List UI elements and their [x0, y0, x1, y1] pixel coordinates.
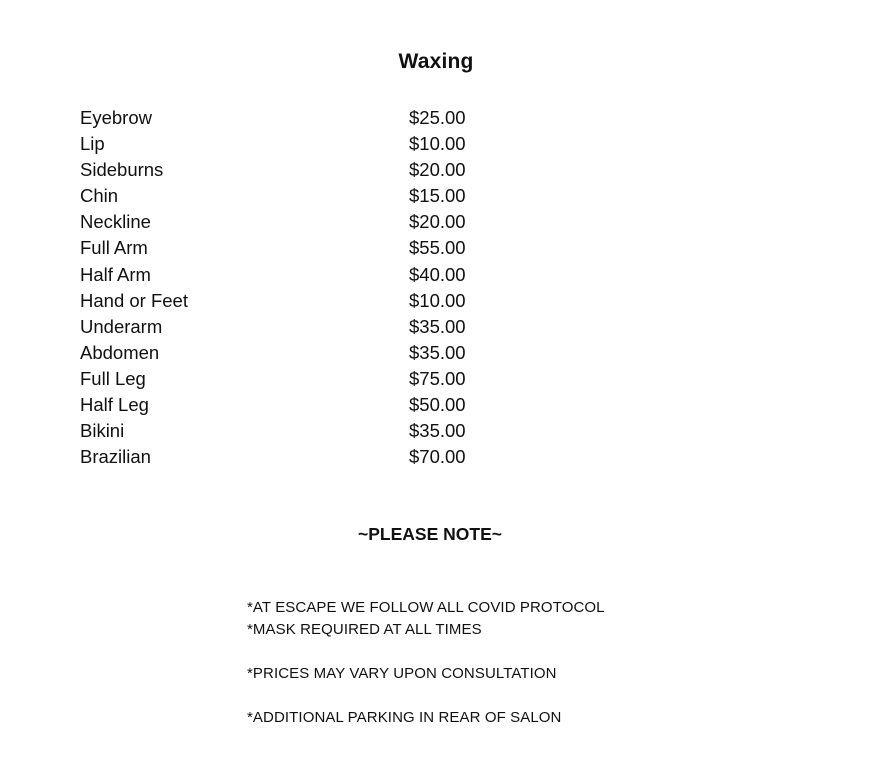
service-row	[80, 340, 500, 366]
service-name: Brazilian	[80, 446, 151, 468]
service-row	[80, 183, 500, 209]
service-name: Half Arm	[80, 263, 151, 285]
service-name: Neckline	[80, 211, 151, 233]
service-price: $10.00	[409, 289, 466, 311]
service-name: Abdomen	[80, 341, 160, 363]
service-row	[80, 366, 500, 392]
service-price: $70.00	[409, 446, 466, 468]
service-row	[80, 262, 500, 288]
service-name: Eyebrow	[80, 107, 152, 128]
service-name: Underarm	[80, 315, 163, 337]
service-price: $35.00	[409, 315, 466, 337]
service-price: $20.00	[409, 159, 466, 181]
service-price: $15.00	[409, 185, 466, 207]
service-name: Lip	[80, 133, 105, 155]
service-name: Chin	[80, 185, 119, 207]
note-prices-vary: *PRICES MAY VARY UPON CONSULTATION	[247, 665, 557, 682]
service-name: Sideburns	[80, 159, 164, 181]
service-row	[80, 444, 500, 470]
service-row	[80, 131, 500, 157]
service-price: $40.00	[409, 263, 466, 285]
service-name: Bikini	[80, 420, 125, 442]
page-title: Waxing	[398, 50, 474, 73]
service-row	[80, 105, 500, 131]
service-row	[80, 314, 500, 340]
note-covid-protocol: *AT ESCAPE WE FOLLOW ALL COVID PROTOCOL	[247, 599, 605, 616]
service-name: Full Leg	[80, 367, 146, 389]
note-mask-required: *MASK REQUIRED AT ALL TIMES	[247, 621, 482, 638]
service-name: Half Leg	[80, 394, 149, 416]
note-parking: *ADDITIONAL PARKING IN REAR OF SALON	[247, 709, 562, 726]
service-name: Full Arm	[80, 237, 148, 259]
service-row	[80, 157, 500, 183]
service-price: $50.00	[409, 394, 466, 416]
service-price-list	[80, 105, 500, 470]
service-price: $75.00	[409, 367, 466, 389]
service-row	[80, 288, 500, 314]
service-row	[80, 392, 500, 418]
service-row	[80, 418, 500, 444]
please-note-heading: ~PLEASE NOTE~	[358, 524, 502, 544]
service-row	[80, 209, 500, 235]
service-price: $25.00	[409, 107, 466, 128]
service-price: $35.00	[409, 420, 466, 442]
service-price: $35.00	[409, 341, 466, 363]
service-price: $10.00	[409, 133, 466, 155]
service-row	[80, 235, 500, 261]
service-price: $20.00	[409, 211, 466, 233]
service-price: $55.00	[409, 237, 466, 259]
service-name: Hand or Feet	[80, 289, 188, 311]
